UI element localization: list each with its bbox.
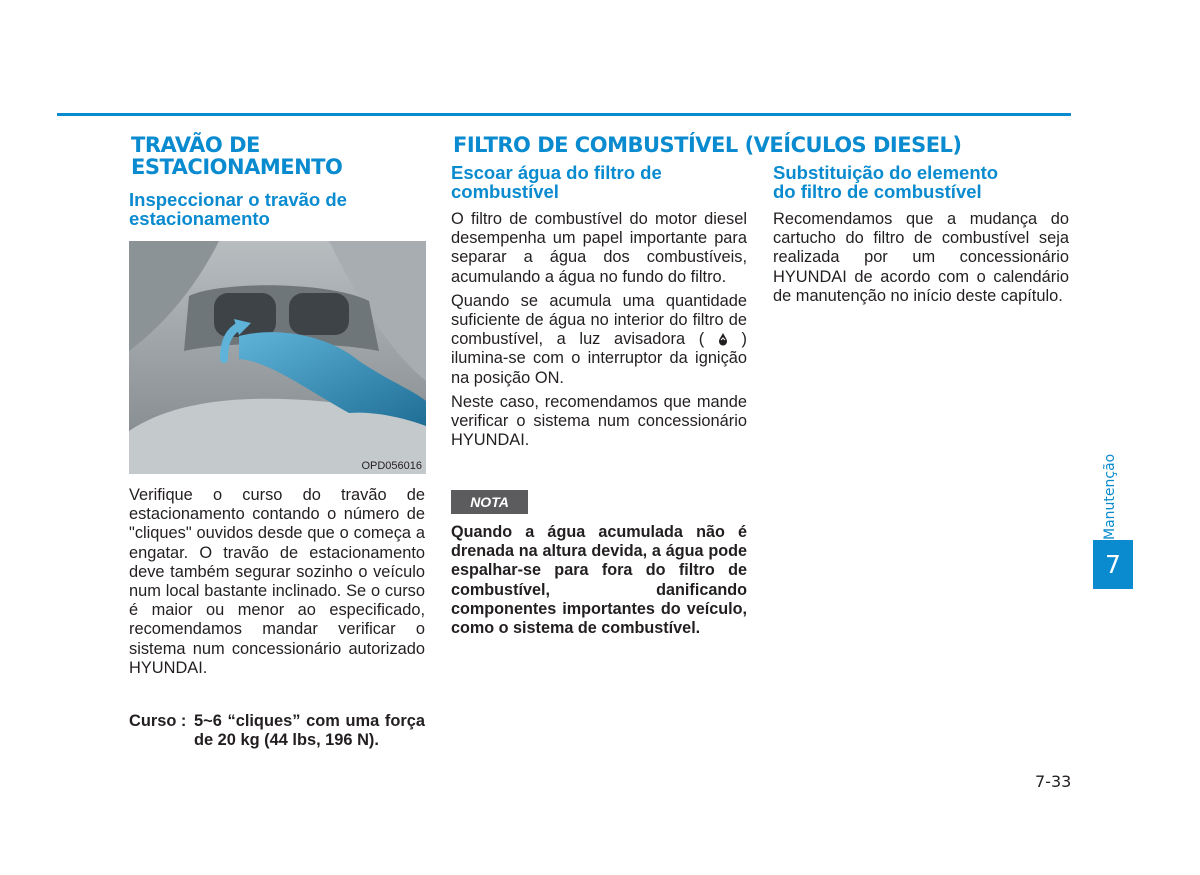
chapter-side-label: [1093, 440, 1133, 540]
subheading-replace-filter: Substituição do elemento do filtro de combustível: [773, 162, 999, 202]
paragraph: Recomendamos que a mudança do cartucho do filtro de combustível seja realizada por um concessionário HYUNDAI de acordo com o calendário de manutenção no início deste capítulo.: [773, 210, 1069, 305]
section-title-parking-brake: TRAVÃO DE ESTACIONAMENTO: [131, 133, 343, 179]
chapter-number-tab: 7: [1093, 540, 1133, 589]
note-text: Quando a água acumulada não é drenada na altura devida, a água pode espalhar-se para fora do filtro de combustível, danificando componentes importantes do veículo, como o sistema de combustível.: [451, 523, 747, 638]
replace-filter-body: [773, 210, 1069, 311]
paragraph: Neste caso, recomendamos que mande verificar o sistema num concessionário HYUNDAI.: [451, 392, 747, 450]
paragraph: Verifique o curso do travão de estacionamento contando o número de "cliques" ouvidos desde que o começa a engatar. O travão de estacionamento deve também segurar sozinho o veículo num local bastante inclinado. Se o curso é maior ou menor ao especificado, recomendamos mandar verificar o sistema num concessionário autorizado HYUNDAI.: [129, 486, 425, 677]
parking-brake-body: [129, 486, 425, 683]
spec-label: Curso :: [129, 712, 187, 730]
note-badge: NOTA: [451, 490, 528, 514]
drain-water-body: [451, 210, 747, 455]
image-caption: OPD056016: [361, 460, 422, 472]
chapter-side-label-text: Manutenção: [1102, 453, 1118, 540]
water-in-fuel-warning-icon: [718, 332, 728, 346]
section-title-fuel-filter: FILTRO DE COMBUSTÍVEL (VEÍCULOS DIESEL): [453, 133, 962, 157]
paragraph: Quando se acumula uma quantidade suficiente de água no interior do filtro de combustível, a luz avisadora ( ) ilumina-se com o interruptor da ignição na posição ON.: [451, 291, 747, 387]
header-rule: [57, 113, 1071, 116]
parking-brake-photo: [129, 241, 426, 474]
spec-value: 5~6 “cliques” com uma força de 20 kg (44 lbs, 196 N).: [194, 712, 425, 750]
page-number: 7-33: [1035, 772, 1072, 791]
paragraph: O filtro de combustível do motor diesel desempenha um papel importante para separar a água dos combustíveis, acumulando a água no fundo do filtro.: [451, 210, 747, 286]
subheading-inspect-parking-brake: Inspeccionar o travão de estacionamento: [129, 189, 347, 229]
subheading-drain-water: Escoar água do filtro de combustível: [451, 162, 662, 202]
parking-brake-illustration: [129, 241, 426, 474]
